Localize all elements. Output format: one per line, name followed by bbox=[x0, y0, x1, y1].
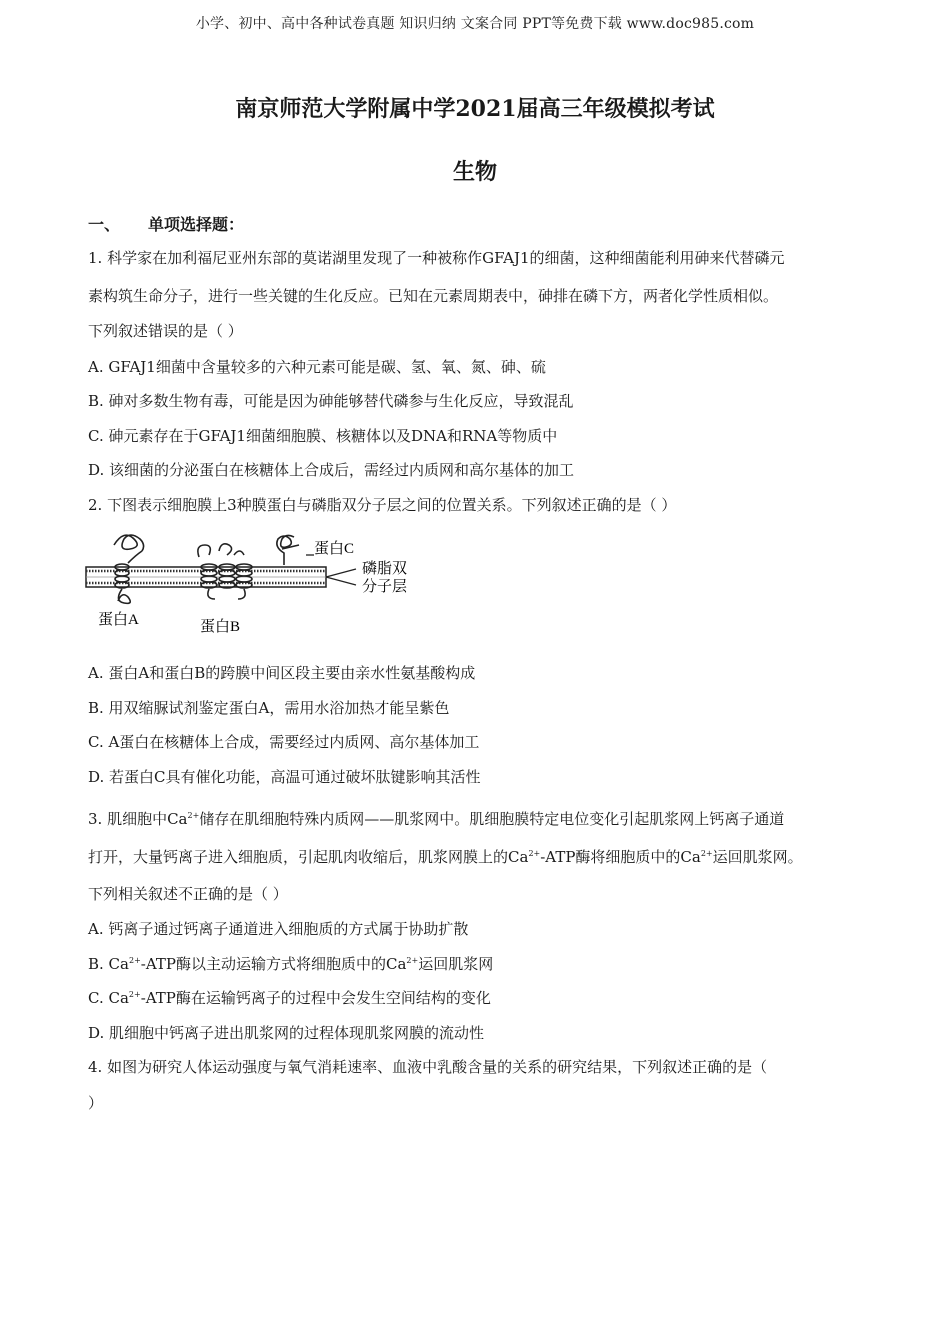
q2-option-b: B. 用双缩脲试剂鉴定蛋白A，需用水浴加热才能呈紫色 bbox=[88, 699, 450, 717]
exam-title: 南京师范大学附属中学2021届高三年级模拟考试 bbox=[235, 96, 715, 122]
section-heading bbox=[88, 212, 244, 235]
q3-stem-line2 bbox=[88, 846, 803, 867]
label-bilayer-1: 磷脂双 bbox=[362, 561, 408, 577]
superscript: 2+ bbox=[528, 849, 541, 858]
label-protein-a: 蛋白A bbox=[98, 612, 139, 628]
q3-text: B. Ca bbox=[88, 955, 129, 973]
q1-stem-line2: 素构筑生命分子，进行一些关键的生化反应。已知在元素周期表中，砷排在磷下方，两者化学性质相似。 bbox=[88, 287, 779, 305]
q3-text: -ATP酶在运输钙离子的过程中会发生空间结构的变化 bbox=[140, 989, 491, 1007]
q3-text: -ATP酶将细胞质中的Ca bbox=[540, 848, 701, 866]
q2-option-c: C. A蛋白在核糖体上合成，需要经过内质网、高尔基体加工 bbox=[88, 733, 480, 751]
q3-text: C. Ca bbox=[88, 989, 129, 1007]
q3-text: 运回肌浆网 bbox=[418, 955, 494, 973]
superscript: 2+ bbox=[700, 849, 713, 858]
superscript: 2+ bbox=[128, 990, 141, 999]
membrane-protein-figure bbox=[84, 527, 444, 639]
q3-text: 运回肌浆网。 bbox=[712, 848, 803, 866]
section-label: 单项选择题： bbox=[148, 215, 245, 234]
q2-stem: 2. 下图表示细胞膜上3种膜蛋白与磷脂双分子层之间的位置关系。下列叙述正确的是（ ） bbox=[88, 496, 677, 514]
q1-option-a: A. GFAJ1细菌中含量较多的六种元素可能是碳、氢、氧、氮、砷、硫 bbox=[88, 358, 546, 376]
q3-option-b bbox=[88, 953, 493, 974]
q2-option-a: A. 蛋白A和蛋白B的跨膜中间区段主要由亲水性氨基酸构成 bbox=[88, 664, 476, 682]
page-header: 小学、初中、高中各种试卷真题 知识归纳 文案合同 PPT等免费下载 www.doc985.com bbox=[195, 16, 755, 32]
q4-stem-line1: 4. 如图为研究人体运动强度与氧气消耗速率、血液中乳酸含量的关系的研究结果，下列叙述正确的是（ bbox=[88, 1058, 768, 1076]
exam-subject: 生物 bbox=[452, 159, 497, 185]
q1-option-c: C. 砷元素存在于GFAJ1细菌细胞膜、核糖体以及DNA和RNA等物质中 bbox=[88, 427, 558, 445]
label-protein-b: 蛋白B bbox=[200, 619, 241, 635]
q4-stem-line2: ） bbox=[88, 1094, 104, 1112]
label-protein-c: 蛋白C bbox=[314, 541, 355, 557]
q3-option-c bbox=[88, 987, 491, 1008]
q3-stem-line3: 下列相关叙述不正确的是（ ） bbox=[88, 885, 288, 903]
q3-stem-line1 bbox=[88, 808, 784, 829]
superscript: 2+ bbox=[406, 956, 419, 965]
q1-option-b: B. 砷对多数生物有毒，可能是因为砷能够替代磷参与生化反应，导致混乱 bbox=[88, 392, 574, 410]
q1-stem-line1: 1. 科学家在加利福尼亚州东部的莫诺湖里发现了一种被称作GFAJ1的细菌，这种细菌能利用砷来代替磷元 bbox=[88, 249, 785, 267]
q3-option-a: A. 钙离子通过钙离子通道进入细胞质的方式属于协助扩散 bbox=[88, 920, 469, 938]
superscript: 2+ bbox=[187, 811, 200, 820]
q1-stem-line3: 下列叙述错误的是（ ） bbox=[88, 322, 243, 340]
protein-c-shape bbox=[277, 535, 299, 565]
q3-text: 3. 肌细胞中Ca bbox=[88, 810, 188, 828]
section-number: 一、 bbox=[88, 215, 121, 234]
superscript: 2+ bbox=[128, 956, 141, 965]
q3-text: -ATP酶以主动运输方式将细胞质中的Ca bbox=[140, 955, 407, 973]
q3-option-d: D. 肌细胞中钙离子进出肌浆网的过程体现肌浆网膜的流动性 bbox=[88, 1024, 485, 1042]
q3-text: 打开，大量钙离子进入细胞质，引起肌肉收缩后，肌浆网膜上的Ca bbox=[88, 848, 529, 866]
label-bilayer-2: 分子层 bbox=[362, 579, 408, 595]
q2-option-d: D. 若蛋白C具有催化功能，高温可通过破坏肽键影响其活性 bbox=[88, 768, 481, 786]
q1-option-d: D. 该细菌的分泌蛋白在核糖体上合成后，需经过内质网和高尔基体的加工 bbox=[88, 461, 575, 479]
q3-text: 储存在肌细胞特殊内质网——肌浆网中。肌细胞膜特定电位变化引起肌浆网上钙离子通道 bbox=[199, 810, 785, 828]
